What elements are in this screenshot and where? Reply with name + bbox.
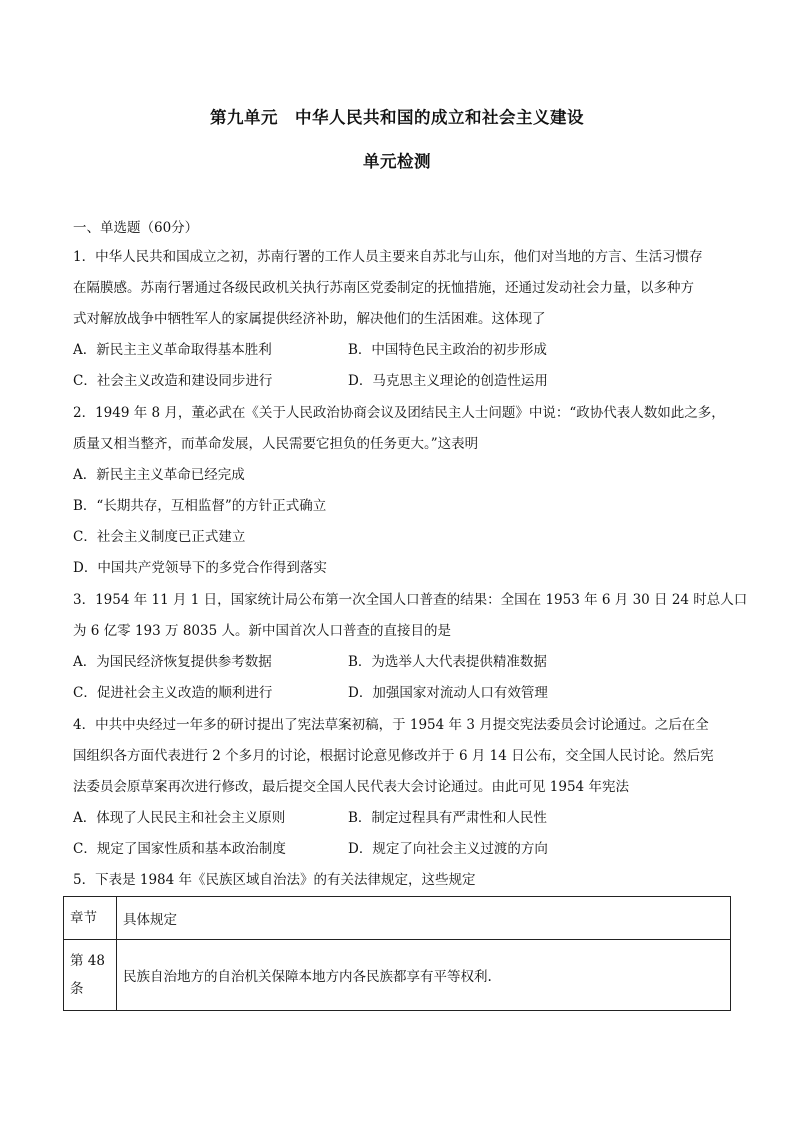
- question-3-option-b[interactable]: B．为选举人大代表提供精准数据: [348, 654, 547, 670]
- cell-chapter-line-1: 第 48: [70, 953, 105, 969]
- question-3-line-2: 为 6 亿零 193 万 8035 人。新中国首次人口普查的直接目的是: [73, 623, 451, 639]
- question-2-line-2: 质量又相当整齐，而革命发展，人民需要它担负的任务更大。”这表明: [73, 436, 479, 452]
- question-3-option-c[interactable]: C．促进社会主义改造的顺利进行: [73, 685, 273, 701]
- unit-subtitle: 单元检测: [363, 152, 431, 171]
- question-3-option-d[interactable]: D．加强国家对流动人口有效管理: [348, 685, 548, 701]
- question-4-line-1: 4．中共中央经过一年多的研讨提出了宪法草案初稿，于 1954 年 3 月提交宪法委员会讨论通过。之后在全: [73, 717, 709, 733]
- cell-chapter-line-2: 条: [70, 981, 84, 997]
- question-3-line-1: 3．1954 年 11 月 1 日，国家统计局公布第一次全国人口普查的结果：全国在 1953 年 6 月 30 日 24 时总人口: [73, 592, 748, 608]
- question-2-option-d[interactable]: D．中国共产党领导下的多党合作得到落实: [73, 560, 327, 576]
- table-header-row: [64, 897, 731, 940]
- question-2-line-1: 2．1949 年 8 月，董必武在《关于人民政治协商会议及团结民主人士问题》中说：“政协代表人数如此之多，: [73, 405, 725, 421]
- question-4-line-3: 法委员会原草案再次进行修改，最后提交全国人民代表大会讨论通过。由此可见 1954 年宪法: [73, 779, 629, 795]
- question-5-line-1: 5．下表是 1984 年《民族区域自治法》的有关法律规定，这些规定: [73, 872, 476, 888]
- question-3-option-a[interactable]: A．为国民经济恢复提供参考数据: [73, 654, 272, 670]
- question-4-option-a[interactable]: A．体现了人民民主和社会主义原则: [73, 810, 286, 826]
- question-1-option-d[interactable]: D．马克思主义理论的创造性运用: [348, 373, 548, 389]
- question-1-option-b[interactable]: B．中国特色民主政治的初步形成: [348, 342, 547, 358]
- question-4-option-b[interactable]: B．制定过程具有严肃性和人民性: [348, 810, 547, 826]
- question-2-option-a[interactable]: A．新民主主义革命已经完成: [73, 467, 245, 483]
- law-provisions-table: [63, 896, 731, 1011]
- header-chapter: 章节: [64, 897, 117, 940]
- question-1-line-3: 式对解放战争中牺牲军人的家属提供经济补助，解决他们的生活困难。这体现了: [73, 311, 546, 327]
- question-4-option-c[interactable]: C．规定了国家性质和基本政治制度: [73, 841, 286, 857]
- question-4-line-2: 国组织各方面代表进行 2 个多月的讨论，根据讨论意见修改并于 6 月 14 日公布，交全国人民讨论。然后宪: [73, 748, 714, 764]
- section-label: 一、单选题（60分）: [73, 220, 199, 236]
- question-2-option-b[interactable]: B．“长期共存，互相监督”的方针正式确立: [73, 498, 327, 514]
- cell-provision: 民族自治地方的自治机关保障本地方内各民族都享有平等权利.: [117, 940, 731, 1011]
- question-1-option-c[interactable]: C．社会主义改造和建设同步进行: [73, 373, 273, 389]
- question-4-option-d[interactable]: D．规定了向社会主义过渡的方向: [348, 841, 548, 857]
- unit-title: 第九单元 中华人民共和国的成立和社会主义建设: [210, 108, 584, 127]
- question-1-line-1: 1．中华人民共和国成立之初，苏南行署的工作人员主要来自苏北与山东，他们对当地的方言、生活习惯存: [73, 249, 703, 265]
- header-provision: 具体规定: [117, 897, 731, 940]
- table-row: [64, 940, 731, 1011]
- question-1-line-2: 在隔膜感。苏南行署通过各级民政机关执行苏南区党委制定的抚恤措施，还通过发动社会力量，以多种方: [73, 280, 694, 296]
- question-1-option-a[interactable]: A．新民主主义革命取得基本胜利: [73, 342, 272, 358]
- question-2-option-c[interactable]: C．社会主义制度已正式建立: [73, 529, 246, 545]
- cell-chapter: [64, 940, 117, 1011]
